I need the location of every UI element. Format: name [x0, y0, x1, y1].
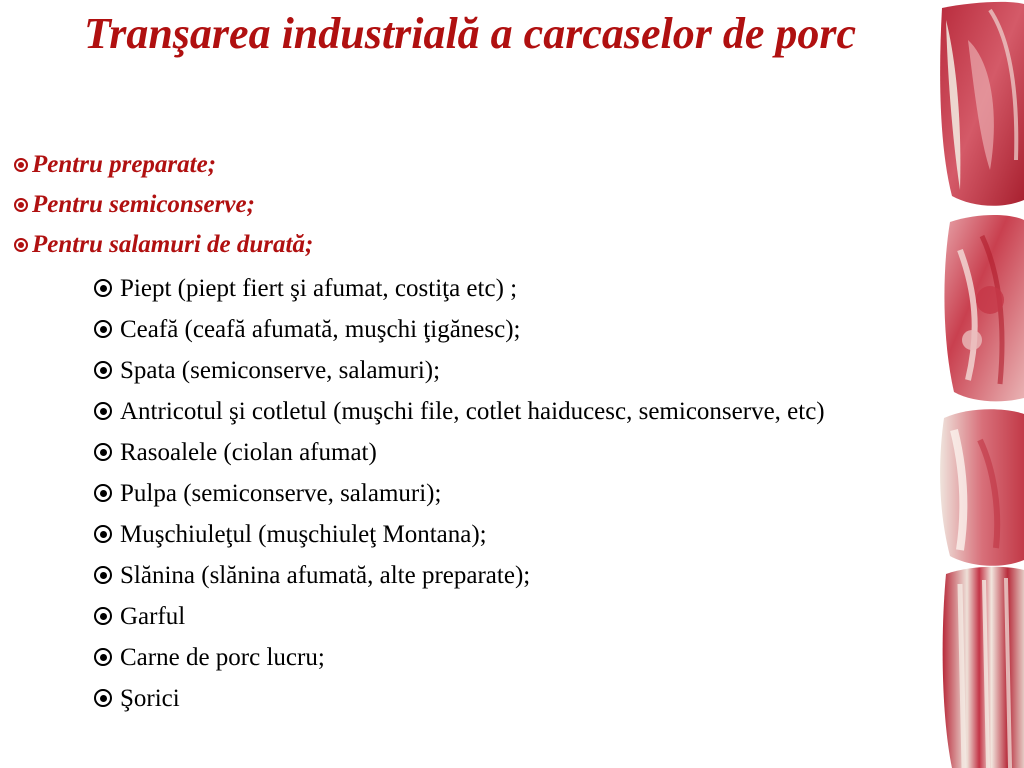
meat-photos: [920, 0, 1024, 768]
cut-item: [90, 391, 900, 432]
bullet-icon: [94, 525, 112, 543]
cut-item: [90, 268, 900, 309]
cut-label: Şorici: [120, 685, 180, 712]
category-item: [14, 225, 313, 265]
cut-label: Antricotul şi cotletul (muşchi file, cotlet haiducesc, semiconserve, etc): [120, 398, 825, 425]
category-label: Pentru preparate;: [32, 151, 217, 178]
cut-label: Ceafă (ceafă afumată, muşchi ţigănesc);: [120, 316, 521, 343]
category-label: Pentru semiconserve;: [32, 191, 255, 218]
bullet-icon: [94, 320, 112, 338]
bullet-icon: [94, 648, 112, 666]
cut-item: [90, 350, 900, 391]
cut-list: [90, 268, 900, 719]
bullet-icon: [14, 158, 28, 172]
cut-item: [90, 432, 900, 473]
slide-title: Tranşarea industrială a carcaselor de porc: [83, 9, 857, 58]
cut-item: [90, 514, 900, 555]
cut-label: Slănina (slănina afumată, alte preparate);: [120, 562, 531, 589]
bullet-icon: [94, 607, 112, 625]
cut-item: [90, 309, 900, 350]
bullet-icon: [94, 689, 112, 707]
cut-item: [90, 596, 900, 637]
meat-photo-strip: [920, 0, 1024, 768]
cut-label: Piept (piept fiert şi afumat, costiţa etc) ;: [120, 275, 518, 302]
cut-item: [90, 555, 900, 596]
cut-item: [90, 637, 900, 678]
cut-item: [90, 473, 900, 514]
bullet-icon: [94, 402, 112, 420]
cut-label: Muşchiuleţul (muşchiuleţ Montana);: [120, 521, 487, 548]
meat-photo-4: [943, 567, 1024, 768]
bullet-icon: [94, 279, 112, 297]
category-label: Pentru salamuri de durată;: [32, 231, 314, 258]
cut-label: Rasoalele (ciolan afumat): [120, 439, 377, 466]
meat-photo-1: [940, 2, 1024, 206]
bullet-icon: [94, 361, 112, 379]
cut-item: [90, 678, 900, 719]
cut-label: Spata (semiconserve, salamuri);: [120, 357, 441, 384]
meat-photo-3: [940, 409, 1024, 566]
bullet-icon: [94, 484, 112, 502]
category-item: [14, 145, 313, 185]
category-list: [14, 145, 313, 265]
bullet-icon: [94, 443, 112, 461]
bullet-icon: [14, 238, 28, 252]
bullet-icon: [14, 198, 28, 212]
bullet-icon: [94, 566, 112, 584]
category-item: [14, 185, 313, 225]
cut-label: Garful: [120, 603, 186, 630]
cut-label: Pulpa (semiconserve, salamuri);: [120, 480, 442, 507]
cut-label: Carne de porc lucru;: [120, 644, 325, 671]
meat-photo-2: [944, 215, 1024, 401]
